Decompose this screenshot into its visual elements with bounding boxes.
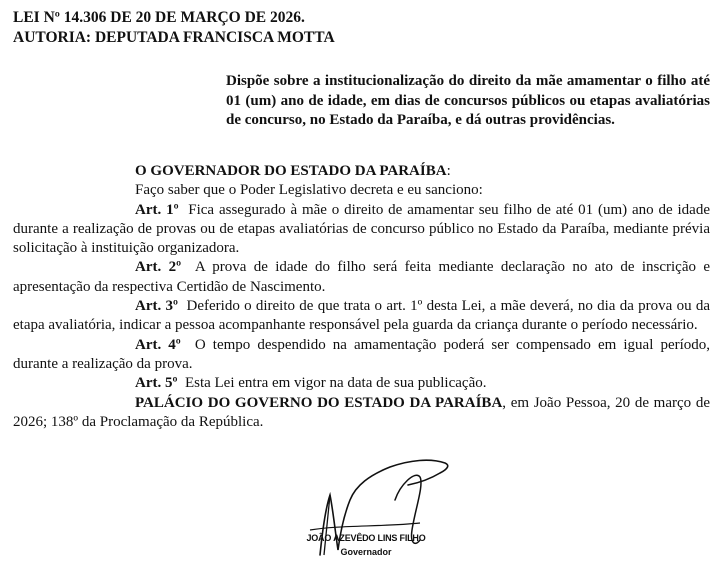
governor-title: O GOVERNADOR DO ESTADO DA PARAÍBA — [135, 163, 447, 179]
article-label: Art. 2º — [135, 259, 182, 276]
article-text: O tempo despendido na amamentação poderá ser compensado em igual período, durante a realização da prova. — [13, 336, 711, 372]
palace-name: PALÁCIO DO GOVERNO DO ESTADO DA PARAÍBA — [135, 394, 503, 411]
article-text: A prova de idade do filho será feita mediante declaração no ato de inscrição e apresentação da respectiva Certidão de Nascimento. — [13, 259, 710, 295]
article-text: Esta Lei entra em vigor na data de sua publicação. — [184, 375, 487, 392]
article-text: Deferido o direito de que trata o art. 1º desta Lei, a mãe deverá, no dia da prova ou da etapa avaliatória, indicar a pessoa acompanhante responsável pela guarda da criança durante o período necessário. — [13, 298, 711, 334]
governor-title-colon: : — [446, 163, 451, 179]
article-5 — [13, 374, 710, 393]
signatory-role: Governador — [340, 547, 392, 557]
article-label: Art. 4º — [135, 336, 181, 353]
closing-date: , em João Pessoa, 20 de março de 2026; 138º da Proclamação da República. — [13, 394, 710, 430]
article-label: Art. 5º — [135, 375, 178, 392]
law-body — [13, 162, 710, 432]
ementa-summary: Dispõe sobre a institucionalização do direito da mãe amamentar o filho até 01 (um) ano de idade, em dias de concursos públicos ou etapas avaliatórias de concurso, no Estado da Paraíba, e dá outras providências. — [226, 73, 710, 128]
signatory-name: JOÃO AZEVÊDO LINS FILHO — [306, 533, 426, 543]
article-text: Fica assegurado à mãe o direito de amamentar seu filho de até 01 (um) ano de idade durante a realização de provas ou de etapas avaliatórias de concurso público no Estado da Paraíba, mediante prévia solicitação à instituição organizadora. — [13, 201, 710, 257]
article-3 — [13, 297, 710, 336]
article-label: Art. 3º — [135, 298, 178, 315]
article-4 — [13, 336, 710, 375]
article-label: Art. 1º — [135, 201, 179, 218]
authorship-line: AUTORIA: DEPUTADA FRANCISCA MOTTA — [13, 29, 335, 46]
article-2 — [13, 258, 710, 297]
preamble-text: Faço saber que o Poder Legislativo decreta e eu sanciono: — [135, 182, 483, 199]
article-1 — [13, 201, 710, 259]
closing-paragraph — [13, 394, 710, 433]
preamble-title-line — [13, 162, 710, 181]
law-title: LEI Nº 14.306 DE 20 DE MARÇO DE 2026. — [13, 9, 305, 26]
